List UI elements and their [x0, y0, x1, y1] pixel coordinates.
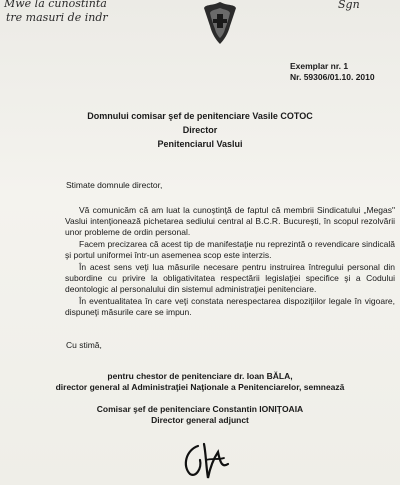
signatory-line-3: Comisar şef de penitenciare Constantin IONIŢOAIA	[96, 404, 304, 414]
addressee-institution: Penitenciarul Vaslui	[157, 139, 243, 149]
closing-phrase: Cu stimă,	[66, 340, 102, 350]
salutation: Stimate domnule director,	[66, 180, 163, 190]
signatory-line-2: director general al Administraţiei Naţionale a Penitenciarelor, semnează	[55, 382, 345, 392]
signatory-line-4: Director general adjunct	[151, 415, 249, 425]
signatory-line-1: pentru chestor de penitenciare dr. Ioan BĂLA,	[107, 371, 293, 381]
handwritten-signature	[176, 438, 236, 482]
handwritten-corner-note: Sgn	[338, 0, 360, 11]
addressee-name: Domnului comisar şef de penitenciare Vasile COTOC	[87, 111, 313, 121]
registration-number: Nr. 59306/01.10. 2010	[290, 72, 375, 82]
body-paragraph-2: Facem precizarea că acest tip de manifestaţie nu reprezintă o revendicare sindicală şi portul uniformei într-un asemenea scop este interzis.	[65, 239, 395, 261]
document-reference	[290, 61, 375, 83]
handwritten-note-line1: Mwe la cunostinta	[4, 0, 107, 10]
body-paragraph-4: În eventualitatea în care veţi constata nerespectarea dispoziţiilor legale în vigoare, dispuneţi măsurile care se impun.	[65, 296, 395, 318]
body-paragraph-1: Vă comunicăm că am luat la cunoştinţă de faptul că membrii Sindicatului „Megas" Vaslui intenţionează pichetarea sediului central al B.C.R. Bucureşti, în scopul rezolvării unor probleme de ordin personal.	[65, 205, 395, 238]
body-paragraph-3: În acest sens veţi lua măsurile necesare pentru instruirea întregului personal din subordine cu privire la obligativitatea respectării legislaţiei specifice şi a Codului deontologic al personalului din sistemul administraţiei penitenciare.	[65, 262, 395, 295]
exemplar-number: Exemplar nr. 1	[290, 61, 349, 71]
addressee-title: Director	[182, 125, 218, 135]
coat-of-arms-icon	[200, 0, 240, 46]
handwritten-note-line2: tre masuri de indr	[6, 11, 108, 24]
